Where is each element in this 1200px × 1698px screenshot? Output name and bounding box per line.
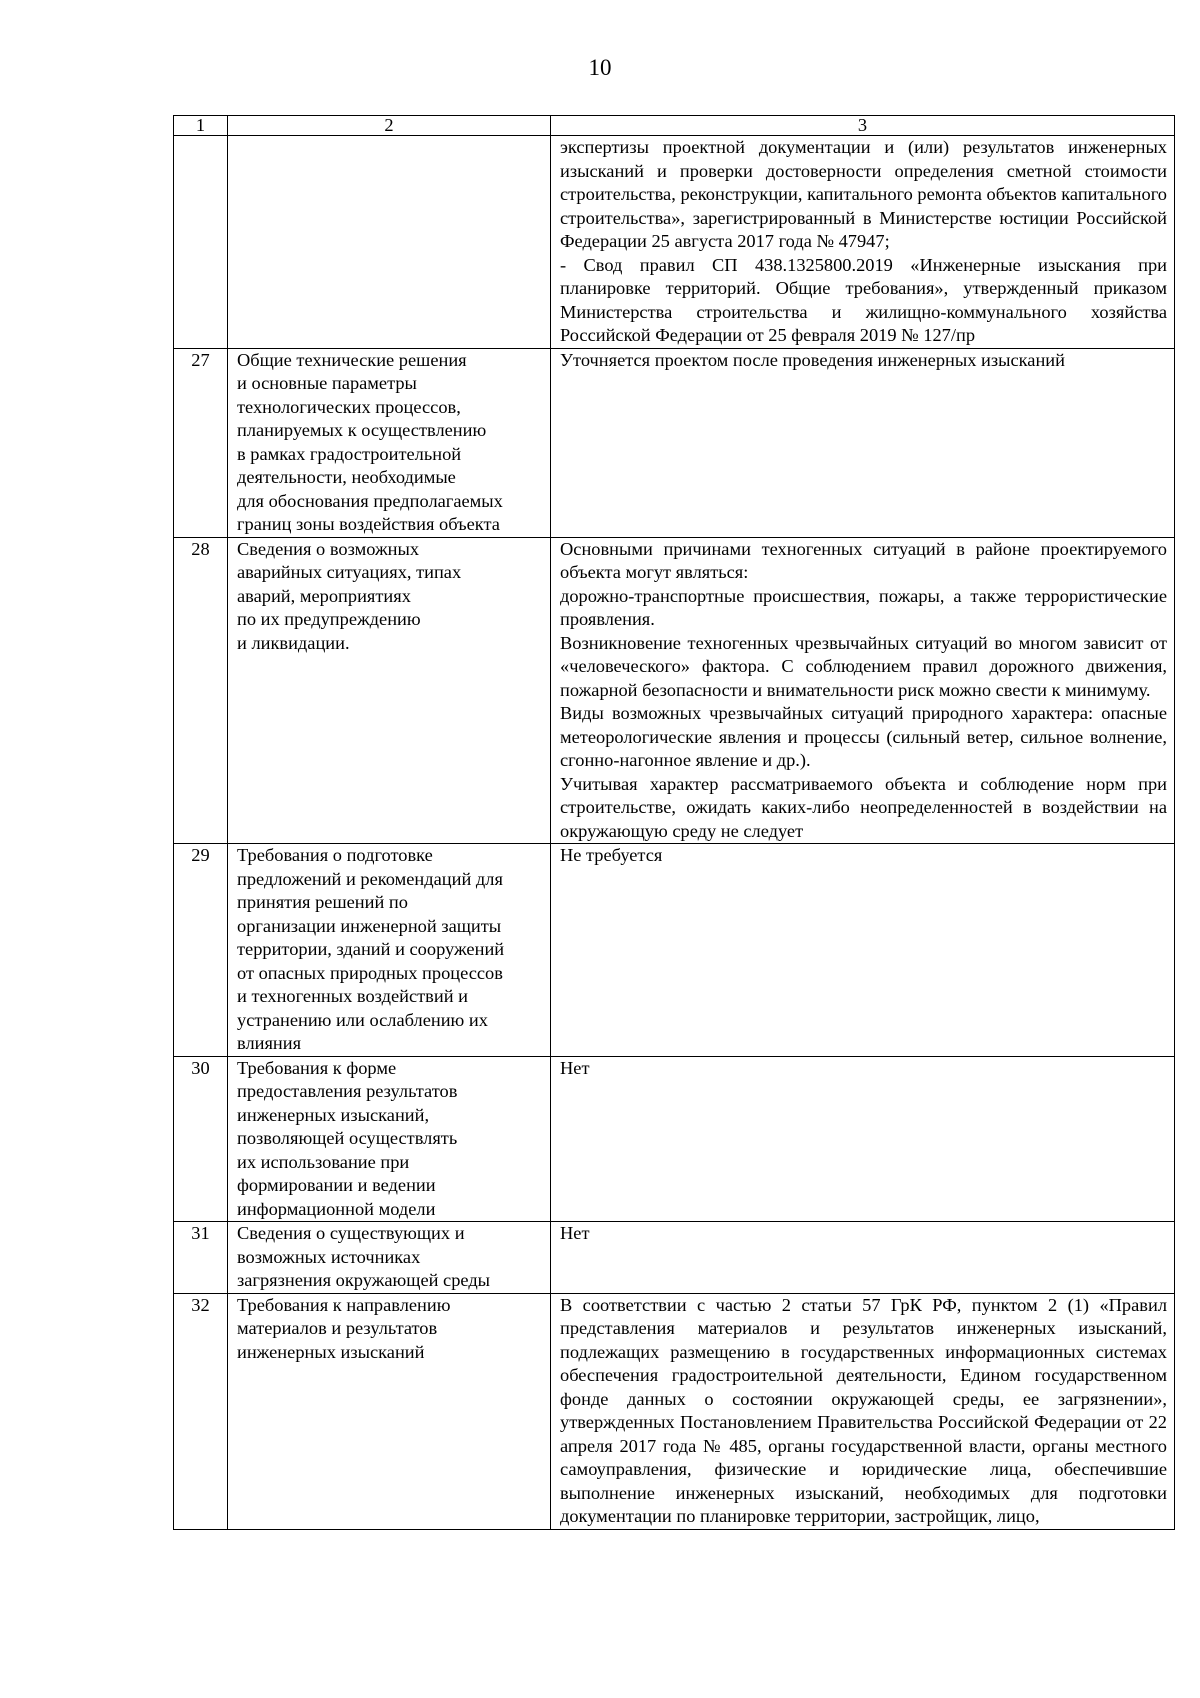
requirement-content: [551, 844, 1175, 1057]
requirement-name-line: границ зоны воздействия объекта: [237, 514, 500, 534]
requirement-name-line: Требования к форме: [237, 1057, 397, 1078]
row-number: 32: [174, 1293, 228, 1529]
requirement-name: [228, 1222, 551, 1294]
row-number: [174, 136, 228, 349]
requirement-name: [228, 136, 551, 349]
requirement-name-line: организации инженерной защиты: [237, 915, 502, 936]
requirement-name-line: для обоснования предполагаемых: [237, 490, 503, 511]
row-number: 31: [174, 1222, 228, 1294]
content-paragraph: Учитывая характер рассматриваемого объекта и соблюдение норм при строительстве, ожидать каких-либо неопределенностей в воздействии на окружающую среду не следует: [560, 773, 1167, 841]
requirement-name: [228, 537, 551, 844]
requirement-name-line: принятия решений по: [237, 892, 408, 912]
requirement-name-line: и техногенных воздействий и: [237, 986, 468, 1006]
requirement-name-line: Общие технические решения: [237, 349, 467, 370]
table-row: [174, 1293, 1175, 1529]
requirement-name: [228, 348, 551, 537]
requirement-name-line: деятельности, необходимые: [237, 467, 456, 487]
requirement-content: [551, 1222, 1175, 1294]
requirement-name-line: инженерных изысканий,: [237, 1104, 430, 1125]
requirement-name-line: планируемых к осуществлению: [237, 420, 487, 440]
requirement-name-line: предоставления результатов: [237, 1081, 458, 1101]
row-number: 29: [174, 844, 228, 1057]
requirement-name-line: аварий, мероприятиях: [237, 585, 411, 606]
requirement-name-line: от опасных природных процессов: [237, 962, 503, 983]
requirement-name-line: инженерных изысканий: [237, 1341, 425, 1362]
requirement-name-line: их использование при: [237, 1151, 410, 1172]
table-header-row: [174, 116, 1175, 136]
requirement-content: [551, 348, 1175, 537]
requirement-content: [551, 537, 1175, 844]
requirement-name-line: и ликвидации.: [237, 632, 350, 653]
requirement-name-line: территории, зданий и сооружений: [237, 939, 505, 959]
requirement-name-line: возможных источниках: [237, 1246, 421, 1267]
requirement-name: [228, 844, 551, 1057]
requirements-table: [173, 115, 1175, 1530]
page-number: 10: [588, 55, 612, 80]
requirement-content: [551, 1056, 1175, 1222]
content-paragraph: дорожно-транспортные происшествия, пожары, а также террористические проявления.: [560, 585, 1167, 629]
content-paragraph: Уточняется проектом после проведения инженерных изысканий: [560, 349, 1065, 370]
requirement-name-line: устранению или ослаблению их: [237, 1009, 488, 1030]
requirement-content: [551, 1293, 1175, 1529]
requirement-name-line: материалов и результатов: [237, 1318, 438, 1338]
table-row: [174, 348, 1175, 537]
requirement-name-line: технологических процессов,: [237, 396, 461, 417]
column-header-2: 2: [228, 116, 551, 136]
content-paragraph: Возникновение техногенных чрезвычайных ситуаций во многом зависит от «человеческого» фактора. С соблюдением правил дорожного движения, пожарной безопасности и внимательности риск можно свести к минимуму.: [560, 632, 1167, 700]
content-paragraph: Не требуется: [560, 845, 663, 865]
requirement-name: [228, 1056, 551, 1222]
content-paragraph: В соответствии с частью 2 статьи 57 ГрК РФ, пунктом 2 (1) «Правил представления материалов и результатов инженерных изысканий, подлежащих размещению в государственных информационных системах обеспечения градостроительной деятельности, Едином государственном фонде данных о состоянии окружающей среды, ее загрязнении», утвержденных Постановлением Правительства Российской Федерации от 22 апреля 2017 года № 485, органы государственной власти, органы местного самоуправления, физические и юридические лица, обеспечившие выполнение инженерных изысканий, необходимых для подготовки документации по планировке территории, застройщик, лицо,: [560, 1294, 1167, 1526]
requirement-name-line: по их предупреждению: [237, 609, 421, 629]
row-number: 28: [174, 537, 228, 844]
requirement-name-line: Сведения о существующих и: [237, 1223, 465, 1243]
content-paragraph: Нет: [560, 1057, 590, 1078]
content-paragraph: Виды возможных чрезвычайных ситуаций природного характера: опасные метеорологические явления и процессы (сильный ветер, сильное волнение, сгонно-нагонное явление и др.).: [560, 703, 1167, 770]
requirement-name-line: аварийных ситуациях, типах: [237, 562, 462, 582]
requirement-name-line: загрязнения окружающей среды: [237, 1270, 491, 1290]
table-row: [174, 844, 1175, 1057]
content-paragraph: Нет: [560, 1223, 590, 1243]
requirement-name-line: формировании и ведении: [237, 1175, 436, 1195]
content-paragraph: Основными причинами техногенных ситуаций в районе проектируемого объекта могут являться:: [560, 538, 1167, 582]
table-body: [174, 136, 1175, 1530]
table-row: [174, 136, 1175, 349]
requirement-name-line: Требования к направлению: [237, 1294, 451, 1315]
column-header-1: 1: [174, 116, 228, 136]
content-paragraph: - Свод правил СП 438.1325800.2019 «Инженерные изыскания при планировке территорий. Общие требования», утвержденный приказом Министерства строительства и жилищно-коммунального хозяйства Российской Федерации от 25 февраля 2019 № 127/пр: [560, 254, 1167, 345]
table-row: [174, 1056, 1175, 1222]
requirement-content: [551, 136, 1175, 349]
table-row: [174, 537, 1175, 844]
requirement-name-line: информационной модели: [237, 1198, 436, 1219]
requirement-name-line: и основные параметры: [237, 373, 417, 393]
requirement-name-line: влияния: [237, 1033, 302, 1053]
content-paragraph: экспертизы проектной документации и (или) результатов инженерных изысканий и проверки достоверности определения сметной стоимости строительства, реконструкции, капитального ремонта объектов капитального строительства», зарегистрированный в Министерстве юстиции Российской Федерации 25 августа 2017 года № 47947;: [560, 137, 1167, 251]
row-number: 30: [174, 1056, 228, 1222]
table-row: [174, 1222, 1175, 1294]
row-number: 27: [174, 348, 228, 537]
requirement-name-line: предложений и рекомендаций для: [237, 868, 503, 889]
requirement-name-line: Требования о подготовке: [237, 845, 433, 865]
column-header-3: 3: [551, 116, 1175, 136]
requirement-name-line: Сведения о возможных: [237, 538, 420, 559]
requirement-name-line: в рамках градостроительной: [237, 443, 462, 464]
requirement-name: [228, 1293, 551, 1529]
requirement-name-line: позволяющей осуществлять: [237, 1128, 458, 1148]
